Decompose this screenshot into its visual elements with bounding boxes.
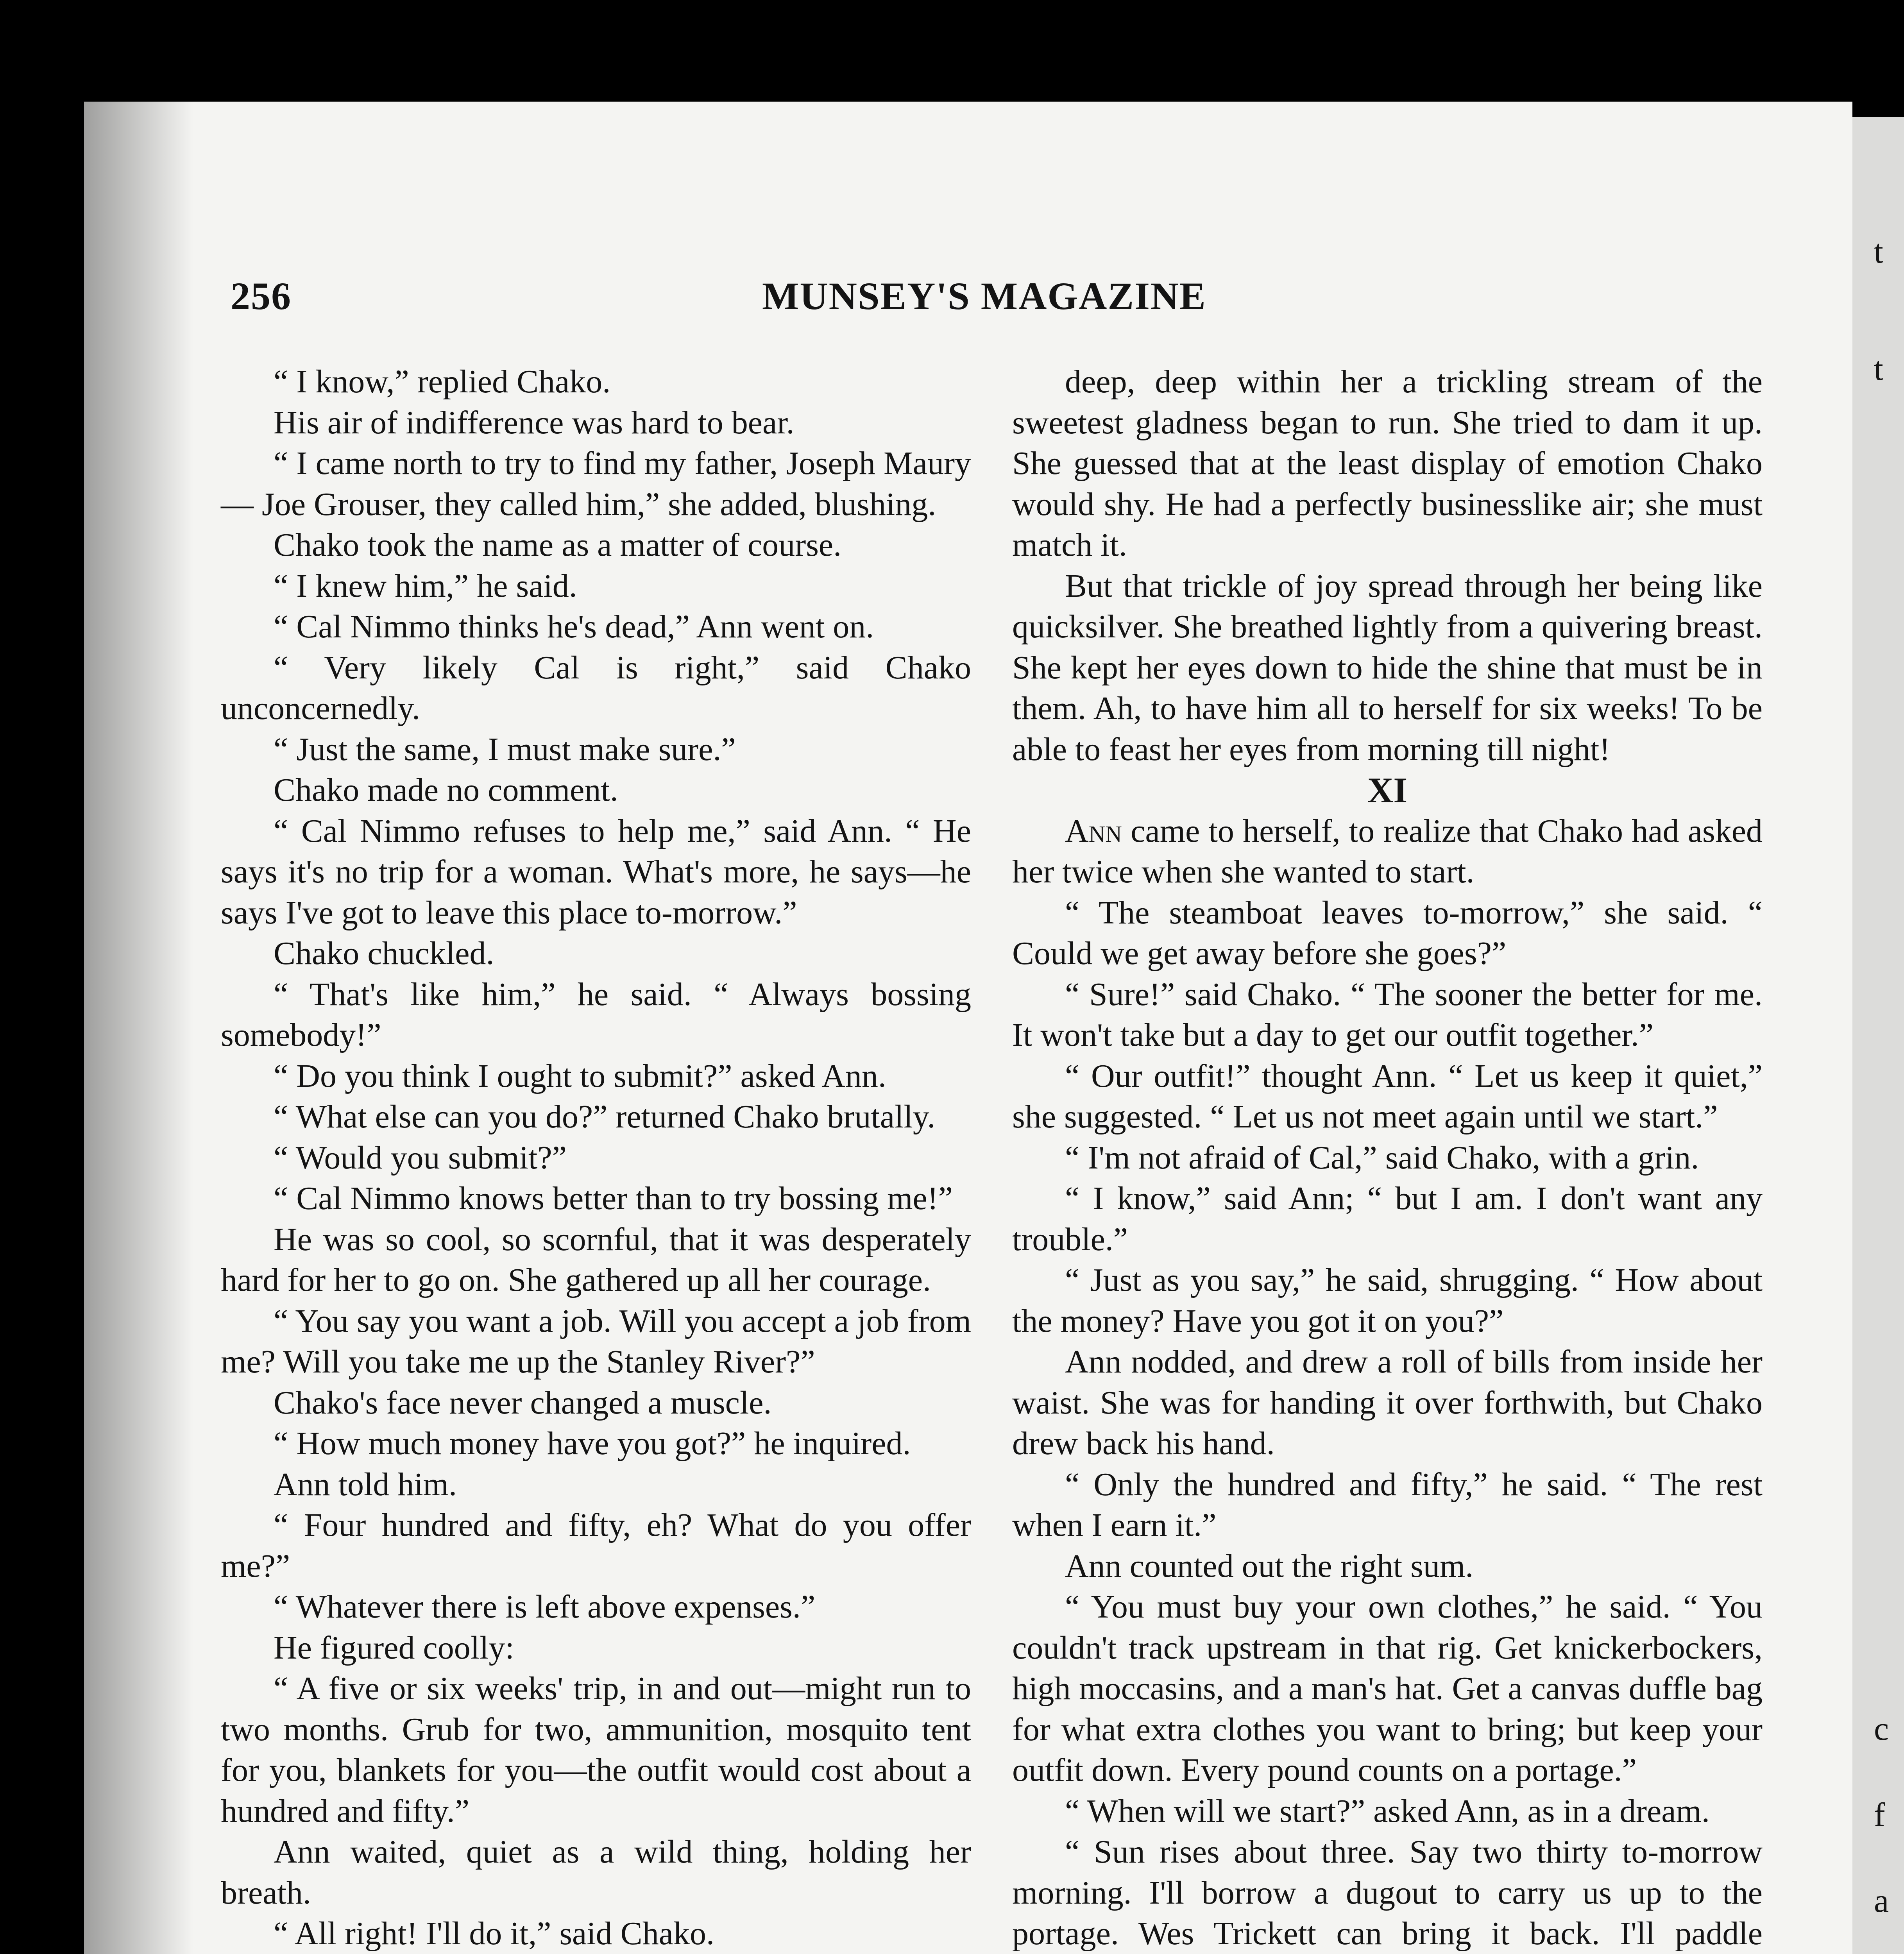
adjacent-page-letter: f: [1874, 1796, 1885, 1833]
paragraph: “ I knew him,” he said.: [274, 567, 577, 604]
paragraph: “ How much money have you got?” he inquired.: [274, 1425, 911, 1462]
paragraph: “ Sure!” said Chako. “ The sooner the better for me. It won't take but a day to get our outfit together.”: [1012, 976, 1763, 1053]
paragraph: “ Cal Nimmo knows better than to try bossing me!”: [274, 1180, 953, 1217]
paragraph: “ All right! I'll do it,” said Chako.: [274, 1915, 714, 1952]
paragraph: “ You must buy your own clothes,” he said. “ You couldn't track upstream in that rig. Get knickerbockers, high moccasins, and a man's hat. Get a canvas duffle bag for what extra clothes you want to bring; but keep your outfit down. Every pound counts on a portage.”: [1012, 1589, 1763, 1788]
paragraph: “ A five or six weeks' trip, in and out—might run to two months. Grub for two, ammunition, mosquito tent for you, blankets for you—the outfit would cost about a hundred and fifty.”: [221, 1670, 971, 1829]
chapter-heading: XI: [1367, 770, 1408, 810]
magazine-title: MUNSEY'S MAGAZINE: [762, 274, 1206, 318]
paragraph: “ Very likely Cal is right,” said Chako unconcernedly.: [221, 649, 971, 726]
paragraph: Ann told him.: [274, 1466, 457, 1503]
left-text-column: [221, 361, 971, 1954]
paragraph: “ Sun rises about three. Say two thirty to-morrow morning. I'll borrow a dugout to carry us up to the portage. Wes Trickett can bring it back. I'll paddle: [1012, 1834, 1763, 1952]
paragraph: Chako took the name as a matter of course.: [274, 527, 842, 563]
paragraph: “ I'm not afraid of Cal,” said Chako, with a grin.: [1065, 1139, 1699, 1176]
paragraph: “ When will we start?” asked Ann, as in a dream.: [1065, 1793, 1710, 1829]
paragraph: “ Our outfit!” thought Ann. “ Let us keep it quiet,” she suggested. “ Let us not meet again until we start.”: [1012, 1058, 1763, 1135]
paragraph: “ Just as you say,” he said, shrugging. “ How about the money? Have you got it on you?”: [1012, 1262, 1763, 1339]
paragraph: “ I know,” said Ann; “ but I am. I don't want any trouble.”: [1012, 1180, 1763, 1258]
adjacent-page-letter: c: [1874, 1710, 1889, 1747]
paragraph: Ann nodded, and drew a roll of bills from inside her waist. She was for handing it over forthwith, but Chako drew back his hand.: [1012, 1344, 1763, 1462]
paragraph: Chako made no comment.: [274, 772, 618, 808]
paragraph: He was so cool, so scornful, that it was desperately hard for her to go on. She gathered up all her courage.: [221, 1221, 971, 1298]
paragraph: “ What else can you do?” returned Chako brutally.: [274, 1099, 936, 1135]
paragraph: deep, deep within her a trickling stream of the sweetest gladness began to run. She tried to dam it up. She guessed that at the least display of emotion Chako would shy. He had a perfectly businesslike air; she must match it.: [1012, 363, 1763, 563]
paragraph: His air of indifference was hard to bear.: [274, 404, 795, 441]
page-gutter-shadow: [84, 102, 193, 1954]
adjacent-page-letter: a: [1874, 1882, 1889, 1919]
paragraph: “ I know,” replied Chako.: [274, 363, 611, 400]
opening-word: Ann: [1065, 812, 1122, 849]
paragraph: “ The steamboat leaves to-morrow,” she said. “ Could we get away before she goes?”: [1012, 894, 1763, 972]
paragraph: “ Would you submit?”: [274, 1139, 567, 1176]
paragraph: He figured coolly:: [274, 1629, 514, 1666]
adjacent-page-letter: t: [1874, 233, 1883, 270]
adjacent-page-edge: [1852, 117, 1904, 1954]
paragraph: Ann waited, quiet as a wild thing, holding her breath.: [221, 1834, 971, 1911]
paragraph: “ Only the hundred and fifty,” he said. “ The rest when I earn it.”: [1012, 1466, 1763, 1543]
paragraph: “ Whatever there is left above expenses.”: [274, 1589, 816, 1625]
right-text-column: [1012, 361, 1763, 1954]
paragraph: “ I came north to try to find my father, Joseph Maury — Joe Grouser, they called him,” she added, blushing.: [221, 445, 971, 522]
running-head: [231, 274, 1747, 332]
paragraph: Ann counted out the right sum.: [1065, 1548, 1474, 1584]
paragraph: “ Cal Nimmo thinks he's dead,” Ann went on.: [274, 608, 874, 645]
paragraph: Chako chuckled.: [274, 935, 494, 972]
paragraph: “ Just the same, I must make sure.”: [274, 731, 736, 768]
adjacent-page-letter: t: [1874, 350, 1883, 387]
chapter-opening-paragraph: [1012, 811, 1763, 893]
paragraph: “ Do you think I ought to submit?” asked Ann.: [274, 1058, 886, 1094]
paragraph: But that trickle of joy spread through her being like quicksilver. She breathed lightly from a quivering breast. She kept her eyes down to hide the shine that must be in them. Ah, to have him all to herself for six weeks! To be able to feast her eyes from morning till night!: [1012, 567, 1763, 768]
opening-rest: came to herself, to realize that Chako had asked her twice when she wanted to start.: [1012, 812, 1763, 890]
paragraph: “ You say you want a job. Will you accept a job from me? Will you take me up the Stanley River?”: [221, 1303, 971, 1380]
paragraph: “ Cal Nimmo refuses to help me,” said Ann. “ He says it's no trip for a woman. What's more, he says—he says I've got to leave this place to-morrow.”: [221, 812, 971, 931]
page-number: 256: [231, 274, 292, 318]
paragraph: “ That's like him,” he said. “ Always bossing somebody!”: [221, 976, 971, 1053]
paragraph: Chako's face never changed a muscle.: [274, 1384, 772, 1421]
paragraph: “ Four hundred and fifty, eh? What do you offer me?”: [221, 1507, 971, 1584]
